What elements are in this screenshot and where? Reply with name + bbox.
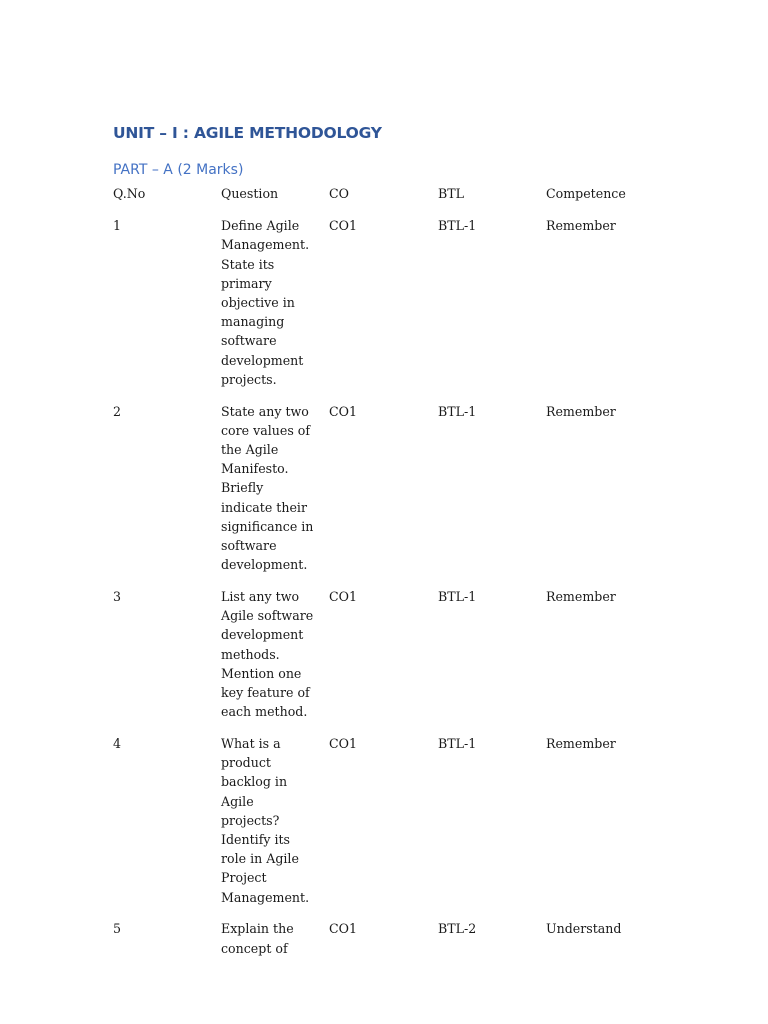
cell-btl: BTL-1 <box>438 218 477 234</box>
cell-question: List any two Agile software development methods. Mention one key feature of each method. <box>221 589 314 720</box>
cell-qno: 4 <box>113 736 122 752</box>
questions-table <box>113 184 666 970</box>
table-row <box>113 919 666 970</box>
header-co: CO <box>329 186 349 201</box>
cell-co: CO1 <box>329 403 357 419</box>
cell-co: CO1 <box>329 921 357 937</box>
cell-question: State any two core values of the Agile Manifesto. Briefly indicate their significance in software development. <box>221 403 314 573</box>
cell-qno: 5 <box>113 921 122 937</box>
cell-qno: 1 <box>113 218 122 234</box>
cell-btl: BTL-1 <box>438 403 477 419</box>
header-competence: Competence <box>546 186 626 201</box>
table-row <box>113 587 666 734</box>
unit-title: UNIT – I : AGILE METHODOLOGY <box>113 124 382 142</box>
cell-competence: Understand <box>546 921 622 937</box>
header-qno: Q.No <box>113 186 146 201</box>
cell-competence: Remember <box>546 403 616 419</box>
part-title: PART – A (2 Marks) <box>113 162 244 178</box>
cell-btl: BTL-1 <box>438 736 477 752</box>
cell-competence: Remember <box>546 736 616 752</box>
cell-co: CO1 <box>329 736 357 752</box>
header-btl: BTL <box>438 186 465 201</box>
cell-question: What is a product backlog in Agile projects? Identify its role in Agile Project Management. <box>221 736 310 905</box>
table-header-row <box>113 184 666 216</box>
cell-btl: BTL-1 <box>438 589 477 605</box>
table-row <box>113 402 666 587</box>
header-question: Question <box>221 186 279 201</box>
cell-co: CO1 <box>329 218 357 234</box>
cell-qno: 3 <box>113 589 122 605</box>
cell-competence: Remember <box>546 218 616 234</box>
table-row <box>113 734 666 919</box>
cell-btl: BTL-2 <box>438 921 477 937</box>
cell-question: Explain the concept of <box>221 921 294 956</box>
cell-competence: Remember <box>546 589 616 605</box>
cell-qno: 2 <box>113 403 122 419</box>
cell-co: CO1 <box>329 589 357 605</box>
cell-question: Define Agile Management. State its primary objective in managing software development projects. <box>221 218 310 387</box>
table-row <box>113 216 666 401</box>
